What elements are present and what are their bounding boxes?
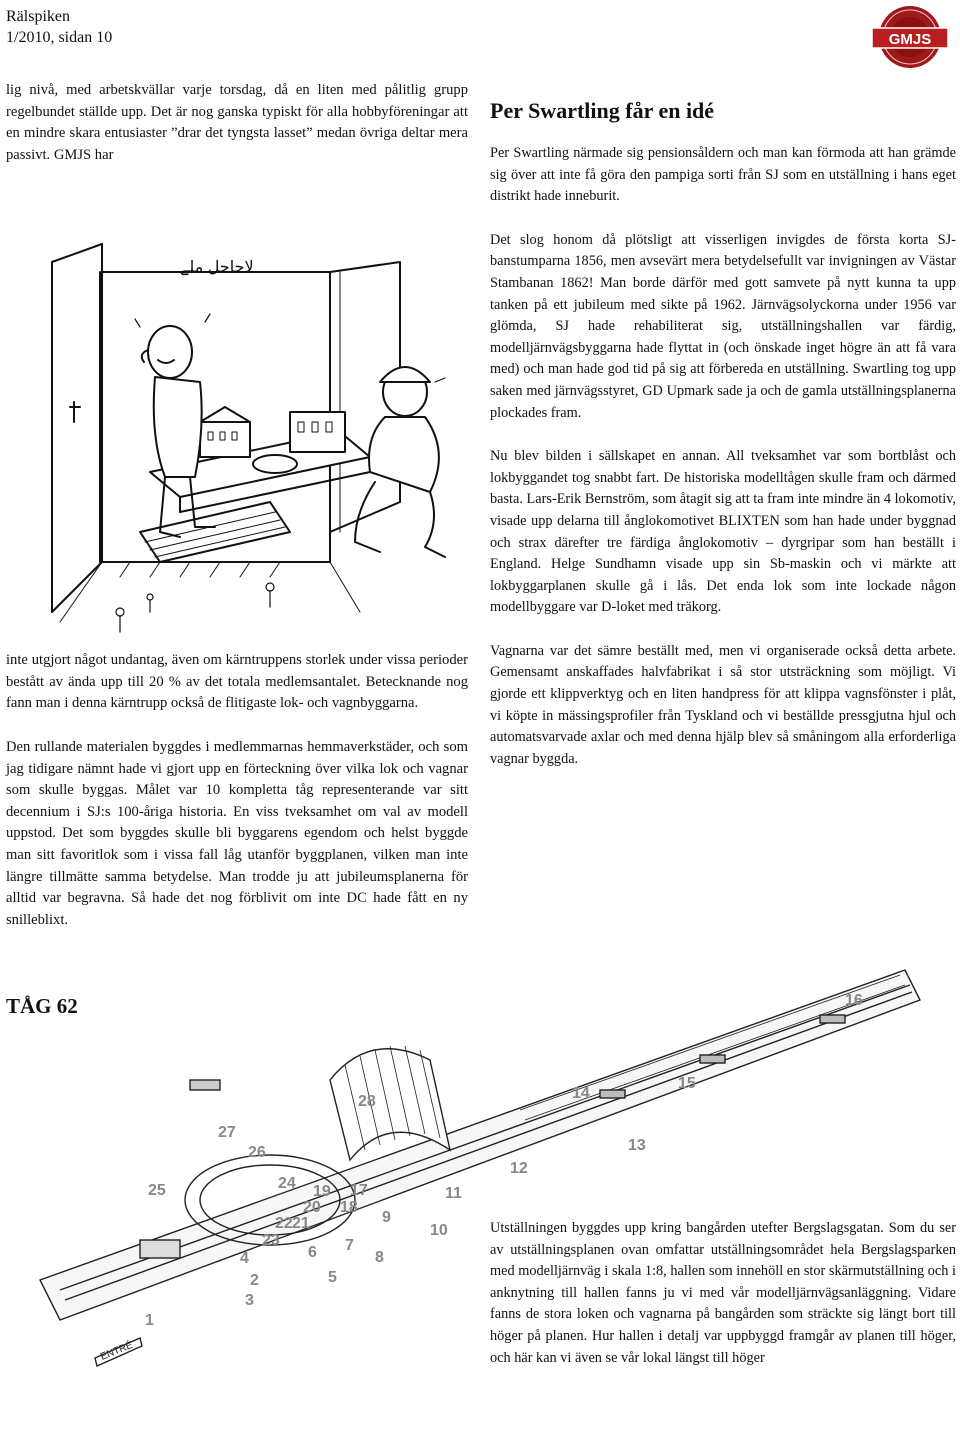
plan-number: 5 xyxy=(328,1269,337,1286)
plan-entrance-label: ENTRÉ xyxy=(99,1339,135,1363)
plan-number: 24 xyxy=(278,1175,296,1192)
plan-number: 26 xyxy=(248,1144,266,1161)
plan-number: 28 xyxy=(358,1093,376,1110)
plan-number: 19 xyxy=(313,1183,331,1200)
cartoon-sign: لاحاحل ملے xyxy=(180,259,254,276)
section-title-tag62: TÅG 62 xyxy=(6,994,78,1018)
plan-number: 20 xyxy=(303,1199,321,1216)
plan-number: 27 xyxy=(218,1124,236,1141)
plan-number: 8 xyxy=(375,1249,384,1266)
plan-number: 4 xyxy=(240,1250,249,1267)
cartoon-illustration xyxy=(40,232,470,642)
right-column xyxy=(490,98,956,770)
plan-number: 13 xyxy=(628,1137,646,1154)
plan-number: 3 xyxy=(245,1292,254,1309)
plan-number: 9 xyxy=(382,1209,391,1226)
plan-number: 17 xyxy=(350,1182,368,1199)
right-paragraph-1: Per Swartling närmade sig pensionsåldern och man kan förmoda att han grämde sig över att inte få göra den pampiga sorti från SJ som en utställning i hans eget distrikt hade inneburit. xyxy=(490,145,956,205)
plan-caption-box xyxy=(488,1216,956,1369)
logo-text: GMJS xyxy=(888,31,932,48)
right-paragraph-4: Vagnarna var det sämre beställt med, men vi organiserade också detta arbete. Gemensamt anskaffades halvfabrikat i så stor utsträckning som möjligt. Vi gjorde ett klippverktyg och en liten handpress för att klippa vagnsfönster i plåt, vi köpte in mässingsprofiler från Tyskland och vi beställde pressgjutna hjul och automatsvarvade axlar och med denna hjälp blev så småningom alla erforderliga vagnar byggda. xyxy=(490,642,956,767)
plan-number: 21 xyxy=(292,1215,310,1232)
plan-number: 18 xyxy=(340,1199,358,1216)
plan-number: 6 xyxy=(308,1244,317,1261)
plan-number: 16 xyxy=(845,992,863,1009)
right-paragraph-2: Det slog honom då plötsligt att visserligen invigdes de första korta SJ-banstumparna 1856, men avsevärt mera betydelsefullt var invigningen av Västar Stambanan 1862! Man borde därför med gott samvete på nytt kunna ta upp tanken på ett jubileum med sikte på 1962. Järnvägsolyckorna under 1956 var glömda, SJ hade rehabiliterat sig, utställningshallen var färdig, modelljärnvägsbyggarna hade flyttat in (och önskade inget högre än att få vara med) och man hade god tid på sig att förbereda en utställning. Swartling tog upp saken med järnvägsstyret, GD Upmark sade ja och de gamla utställningsplanerna plockades fram. xyxy=(490,231,956,421)
plan-number: 10 xyxy=(430,1222,448,1239)
right-paragraph-3: Nu blev bilden i sällskapet en annan. All tveksamhet var som bortblåst och lokbyggandet tog snabbt fart. De historiska modelltågen skulle fram och därmed basta. Lars-Erik Bernström, som åtagit sig att ta fram inte mindre än 4 lokomotiv, visade upp delarna till ånglokomotivet BLIXTEN som han hade under byggnad och strax därefter tre färdiga ånglokomotiv – dyrgripar som han beställt i England. Helge Sundhamn visade upp sin Sb-maskin och vi märkte att lokbyggarplanen skulle gå i lås. Det enda lok som inte lockade någon modellbyggare var D-loket med träkorg. xyxy=(490,448,956,616)
plan-number: 2 xyxy=(250,1272,259,1289)
plan-number: 14 xyxy=(572,1085,590,1102)
left-paragraph-mid: inte utgjort något undantag, även om kärntruppens storlek under vissa perioder bestått av ända upp till 20 % av det totala medlemsantalet. Betecknande nog fann man i denna kärntrupp också de flitigaste lok- och vagnbyggarna. xyxy=(6,652,468,712)
article-headline: Per Swartling får en idé xyxy=(490,98,715,123)
plan-number: 23 xyxy=(262,1232,280,1249)
plan-number: 11 xyxy=(445,1185,462,1202)
plan-number: 7 xyxy=(345,1237,354,1254)
plan-number: 15 xyxy=(678,1075,696,1092)
page-header xyxy=(6,6,112,48)
plan-number: 1 xyxy=(145,1312,154,1329)
gmjs-logo xyxy=(868,4,952,70)
issue-page: 1/2010, sidan 10 xyxy=(6,29,113,46)
publication-name: Rälspiken xyxy=(6,8,70,25)
plan-number: 12 xyxy=(510,1160,528,1177)
right-paragraph-5: Utställningen byggdes upp kring bangården utefter Bergslagsgatan. Som du ser av utställningsplanen ovan omfattar utställningsområdet hela Bergslagsparken med modelljärnväg i skala 1:8, hallen som innehöll en stor skärmutställning och i anknytning till hallen fanns ju vi med vår modelljärnvägsanläggning. Vidare fanns de stora loken och vagnarna på bangården som sträckte sig längt bort till höger på planen. Hur hallen i detalj var uppbyggd framgår av planen till höger, och här kan vi även se vår lokal längst till höger xyxy=(490,1220,956,1366)
left-paragraph-top: lig nivå, med arbetskvällar varje torsdag, då en liten med pålitlig grupp regelbundet ställde upp. Det är nog ganska typiskt för alla hobbyföreningar att en mindre skara entusiaster ”drar det tyngsta lasset” medan övriga deltar mera passivt. GMJS har xyxy=(6,82,468,163)
left-paragraph-bottom: Den rullande materialen byggdes i medlemmarnas hemmaverkstäder, och som jag tidigare nämnt hade vi gjort upp en förteckning över vilka lok och vagnar som skulle byggas. Målet var 10 kompletta tåg representerande var sitt decennium i SJ:s 100-åriga historia. En viss tveksamhet om val av modell uppstod. Det som byggdes skulle bli byggarens egendom och helst byggde man sitt favoritlok som i vissa fall låg utanför byggplanen, vilken man inte längre tillmätte samma betydelse. Man trodde ju att jubileumsplanerna för alltid var begravna. Så hade det nog förblivit om inte DC hade fått en ny snilleblixt. xyxy=(6,739,468,928)
plan-number: 22 xyxy=(275,1215,293,1232)
plan-number: 25 xyxy=(148,1182,166,1199)
